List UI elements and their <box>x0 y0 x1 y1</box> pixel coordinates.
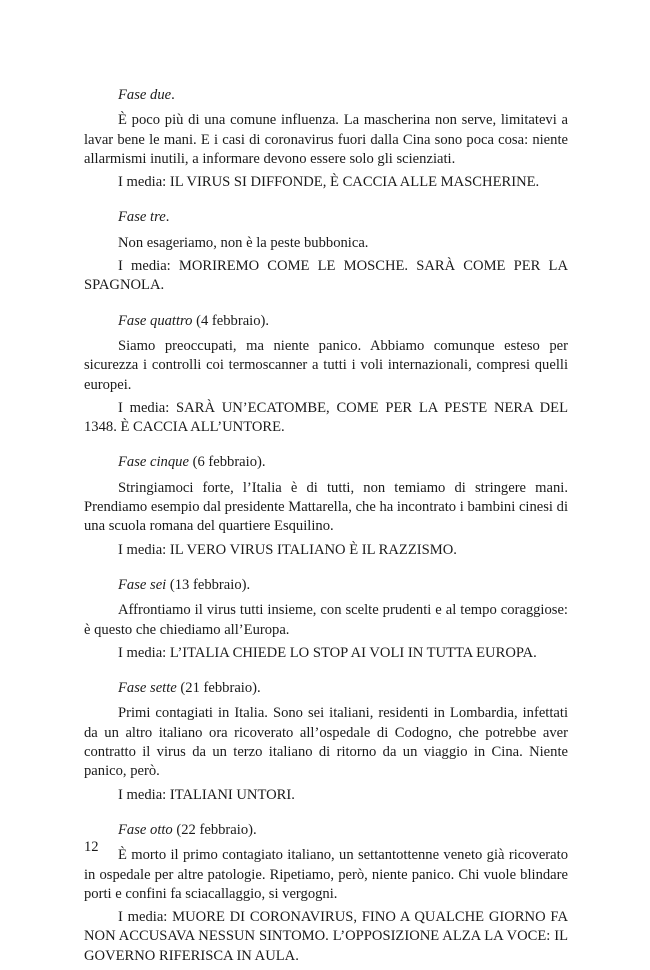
paragraph: Non esageriamo, non è la peste bubbonica. <box>118 234 369 251</box>
phase-name: Fase otto <box>118 821 173 838</box>
phase-name: Fase due <box>118 87 172 103</box>
phase-heading: Fase otto (22 febbraio). <box>118 821 257 838</box>
phase-name: Fase sette <box>118 680 177 697</box>
phase-section <box>84 679 568 805</box>
media-headline: I media: L’ITALIA CHIEDE LO STOP AI VOLI IN TUTTA EUROPA. <box>118 644 537 661</box>
phase-section <box>84 312 568 438</box>
phase-name: Fase sei <box>118 576 167 593</box>
phase-heading: Fase due. <box>118 87 175 103</box>
phase-name: Fase tre <box>118 209 166 226</box>
phase-heading: Fase sei (13 febbraio). <box>118 576 251 593</box>
media-headline: I media: IL VERO VIRUS ITALIANO È IL RAZZISMO. <box>118 541 457 558</box>
phase-name: Fase quattro <box>118 312 193 329</box>
phase-name: Fase cinque <box>118 454 189 471</box>
phase-section <box>84 208 568 295</box>
paragraph: È morto il primo contagiato italiano, un settantottenne veneto già ricoverato in ospedale per altre patologie. Ripetiamo, però, niente panico. Chi vuole blindare porti e confini fa sciacallaggio, si vergogni. <box>84 847 568 902</box>
phase-heading: Fase cinque (6 febbraio). <box>118 454 266 471</box>
phase-section <box>84 86 568 192</box>
page-number: 12 <box>84 839 99 855</box>
media-headline: I media: MUORE DI CORONAVIRUS, FINO A QUALCHE GIORNO FA NON ACCUSAVA NESSUN SINTOMO. L’OPPOSIZIONE ALZA LA VOCE: IL GOVERNO RIFERISCA IN AULA. <box>84 909 568 964</box>
page-body <box>84 86 568 970</box>
phase-heading: Fase sette (21 febbraio). <box>118 680 261 697</box>
paragraph: Affrontiamo il virus tutti insieme, con scelte prudenti e al tempo coraggiose: è questo che chiediamo all’Europa. <box>84 602 568 638</box>
phase-date: (6 febbraio) <box>192 454 262 471</box>
media-headline: I media: IL VIRUS SI DIFFONDE, È CACCIA ALLE MASCHERINE. <box>118 174 540 191</box>
phase-section <box>84 453 568 559</box>
phase-date: (4 febbraio) <box>196 312 266 329</box>
paragraph: Stringiamoci forte, l’Italia è di tutti, non temiamo di stringere mani. Prendiamo esempio dal presidente Mattarella, che ha incontrato i bambini cinesi di una scuola romana del quartiere Esquilino. <box>84 479 568 535</box>
phase-date: (22 febbraio) <box>176 821 253 838</box>
phase-date: (13 febbraio) <box>169 576 247 593</box>
media-headline: I media: ITALIANI UNTORI. <box>118 786 295 803</box>
paragraph: È poco più di una comune influenza. La mascherina non serve, limitatevi a lavar bene le mani. E i casi di coronavirus fuori dalla Cina sono poca cosa: niente allarmismi inutili, a informare devono essere solo gli scienziati. <box>84 112 568 167</box>
phase-heading: Fase quattro (4 febbraio). <box>118 312 270 329</box>
media-headline: I media: MORIREMO COME LE MOSCHE. SARÀ COME PER LA SPAGNOLA. <box>84 258 568 294</box>
phase-section <box>84 576 568 663</box>
phase-heading: Fase tre. <box>118 209 170 226</box>
media-headline: I media: SARÀ UN’ECATOMBE, COME PER LA PESTE NERA DEL 1348. È CACCIA ALL’UNTORE. <box>84 399 568 436</box>
phase-section <box>84 821 568 966</box>
phase-date: (21 febbraio) <box>180 680 258 697</box>
paragraph: Primi contagiati in Italia. Sono sei italiani, residenti in Lombardia, infettati da un altro italiano ora ricoverato all’ospedale di Codogno, che potrebbe aver contratto il virus da un terzo italiano di ritorno da un viaggio in Cina. Niente panico, però. <box>84 705 568 780</box>
paragraph: Siamo preoccupati, ma niente panico. Abbiamo comunque esteso per sicurezza i controlli coi termoscanner a tutti i voli internazionali, compresi quelli europei. <box>84 337 568 393</box>
